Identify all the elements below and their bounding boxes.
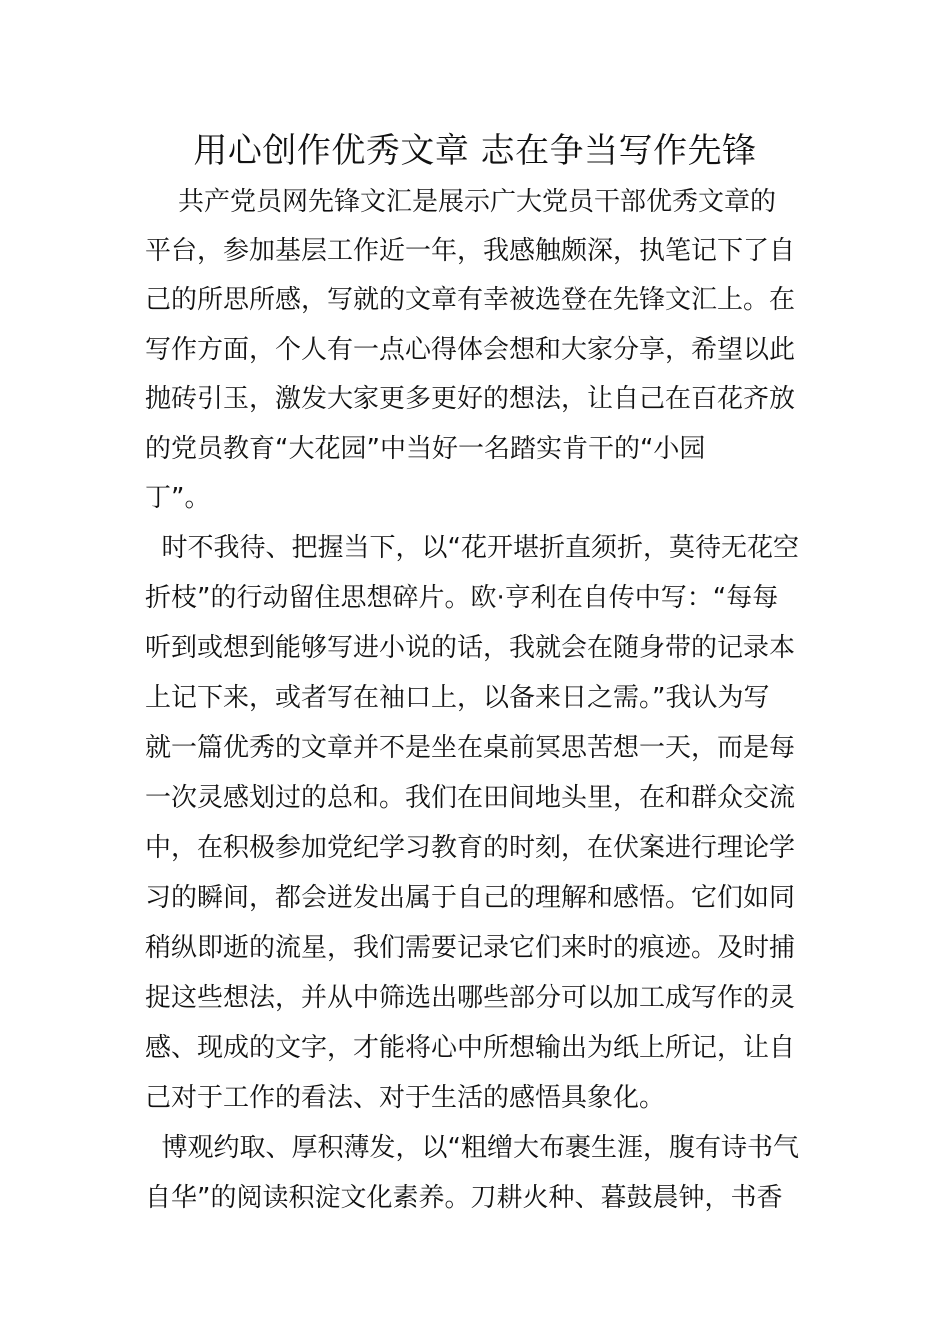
text-line: 博观约取、厚积薄发，以“粗缯大布裹生涯，腹有诗书气 xyxy=(145,1133,799,1163)
text-line: 己的所思所感，写就的文章有幸被选登在先锋文汇上。在 xyxy=(145,285,796,315)
text-line: 自华”的阅读积淀文化素养。刀耕火种、暮鼓晨钟，书香 xyxy=(145,1183,783,1213)
text-line: 丁”。 xyxy=(145,483,211,513)
text-line: 写作方面，个人有一点心得体会想和大家分享，希望以此 xyxy=(145,335,796,365)
text-line: 共产党员网先锋文汇是展示广大党员干部优秀文章的 xyxy=(145,187,777,217)
text-line: 上记下来，或者写在袖口上，以备来日之需。”我认为写 xyxy=(145,683,770,713)
text-line: 折枝”的行动留住思想碎片。欧·亨利在自传中写：“每每 xyxy=(145,583,779,613)
text-line: 听到或想到能够写进小说的话，我就会在随身带的记录本 xyxy=(145,633,796,663)
text-line: 的党员教育“大花园”中当好一名踏实肯干的“小园 xyxy=(145,434,706,464)
text-line: 平台，参加基层工作近一年，我感触颇深，执笔记下了自 xyxy=(145,236,796,266)
text-line: 习的瞬间，都会迸发出属于自己的理解和感悟。它们如同 xyxy=(145,883,796,913)
text-line: 感、现成的文字，才能将心中所想输出为纸上所记，让自 xyxy=(145,1033,796,1063)
document-title: 用心创作优秀文章 志在争当写作先锋 xyxy=(193,131,757,171)
text-line: 就一篇优秀的文章并不是坐在桌前冥思苦想一天，而是每 xyxy=(145,733,796,763)
text-line: 稍纵即逝的流星，我们需要记录它们来时的痕迹。及时捕 xyxy=(145,933,796,963)
text-line: 己对于工作的看法、对于生活的感悟具象化。 xyxy=(145,1083,666,1113)
text-line: 一次灵感划过的总和。我们在田间地头里，在和群众交流 xyxy=(145,783,796,813)
text-line: 时不我待、把握当下，以“花开堪折直须折，莫待无花空 xyxy=(145,533,799,563)
text-line: 抛砖引玉，激发大家更多更好的想法，让自己在百花齐放 xyxy=(145,384,796,414)
text-line: 捉这些想法，并从中筛选出哪些部分可以加工成写作的灵 xyxy=(145,983,796,1013)
text-line: 中，在积极参加党纪学习教育的时刻，在伏案进行理论学 xyxy=(145,833,796,863)
